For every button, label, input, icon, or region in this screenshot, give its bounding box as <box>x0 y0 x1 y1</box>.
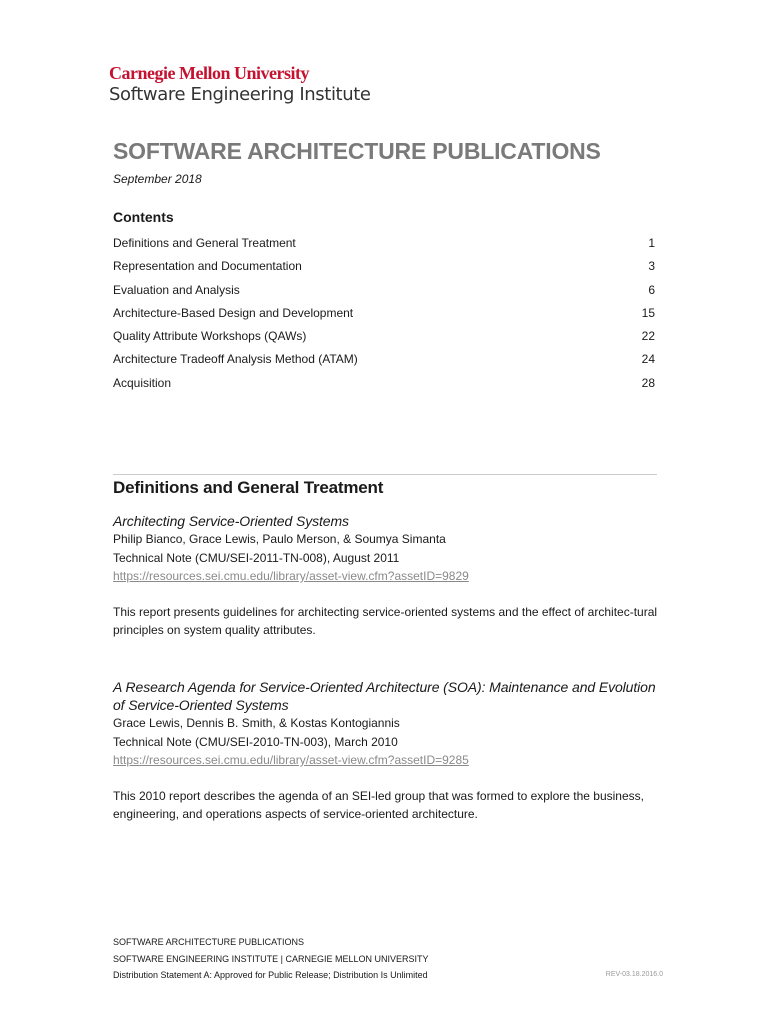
toc-item-label: Acquisition <box>113 375 172 390</box>
toc-item[interactable] <box>113 258 656 281</box>
publication-type: Technical Note (CMU/SEI-2010-TN-003), March 2010 <box>113 734 398 749</box>
publication-entry <box>113 678 661 824</box>
document-date: September 2018 <box>113 172 202 186</box>
publication-title: Architecting Service-Oriented Systems <box>113 513 349 529</box>
publication-type: Technical Note (CMU/SEI-2011-TN-008), August 2011 <box>113 550 400 565</box>
toc-item[interactable] <box>113 305 656 328</box>
toc-item-page: 6 <box>648 282 655 297</box>
toc-item-label: Representation and Documentation <box>113 259 302 274</box>
publication-description: This 2010 report describes the agenda of an SEI-led group that was formed to explore the business, engineering, and operations aspects of service-oriented architecture. <box>113 788 644 821</box>
footer-distribution-statement: Distribution Statement A: Approved for Public Release; Distribution Is Unlimited <box>113 970 428 980</box>
toc-item[interactable] <box>113 235 656 258</box>
toc-item-label: Evaluation and Analysis <box>113 282 240 297</box>
toc-item-page: 22 <box>641 329 655 344</box>
footer-institute: SOFTWARE ENGINEERING INSTITUTE | CARNEGIE MELLON UNIVERSITY <box>113 953 429 964</box>
cmu-sei-logo <box>109 62 371 106</box>
toc-item-label: Architecture-Based Design and Development <box>113 305 354 320</box>
document-title: SOFTWARE ARCHITECTURE PUBLICATIONS <box>113 138 601 164</box>
toc-item-label: Quality Attribute Workshops (QAWs) <box>113 329 307 344</box>
publication-link[interactable]: https://resources.sei.cmu.edu/library/asset-view.cfm?assetID=9285 <box>113 753 469 767</box>
toc-item-label: Architecture Tradeoff Analysis Method (ATAM) <box>113 352 358 367</box>
toc-item-label: Definitions and General Treatment <box>113 236 296 250</box>
contents-heading: Contents <box>113 209 174 225</box>
toc-item-page: 1 <box>648 236 655 250</box>
toc-item[interactable] <box>113 375 656 398</box>
publication-link[interactable]: https://resources.sei.cmu.edu/library/asset-view.cfm?assetID=9829 <box>113 569 469 583</box>
toc-item[interactable] <box>113 282 656 305</box>
publication-authors: Philip Bianco, Grace Lewis, Paulo Merson, & Soumya Simanta <box>113 532 446 546</box>
footer-revision: REV-03.18.2016.0 <box>605 971 663 978</box>
footer-title: SOFTWARE ARCHITECTURE PUBLICATIONS <box>113 937 305 947</box>
page-footer <box>113 934 663 984</box>
toc-item-page: 24 <box>641 352 655 367</box>
toc-item-page: 3 <box>648 259 655 274</box>
section-divider <box>113 474 657 475</box>
toc-item[interactable] <box>113 328 656 351</box>
logo-university-name: Carnegie Mellon University <box>109 63 309 83</box>
toc-item-page: 15 <box>641 305 655 320</box>
toc-item-page: 28 <box>641 375 655 390</box>
toc-item[interactable] <box>113 351 656 374</box>
publication-authors: Grace Lewis, Dennis B. Smith, & Kostas Kontogiannis <box>113 716 400 730</box>
publication-entry <box>113 512 661 640</box>
publication-title: A Research Agenda for Service-Oriented Architecture (SOA): Maintenance and Evolution of Service-Oriented Systems <box>113 679 656 713</box>
table-of-contents <box>113 235 656 398</box>
section-heading: Definitions and General Treatment <box>113 478 384 497</box>
logo-institute-name: Software Engineering Institute <box>109 84 371 105</box>
publication-description: This report presents guidelines for architecting service-oriented systems and the effect of architec-tural principles on system quality attributes. <box>113 604 658 637</box>
